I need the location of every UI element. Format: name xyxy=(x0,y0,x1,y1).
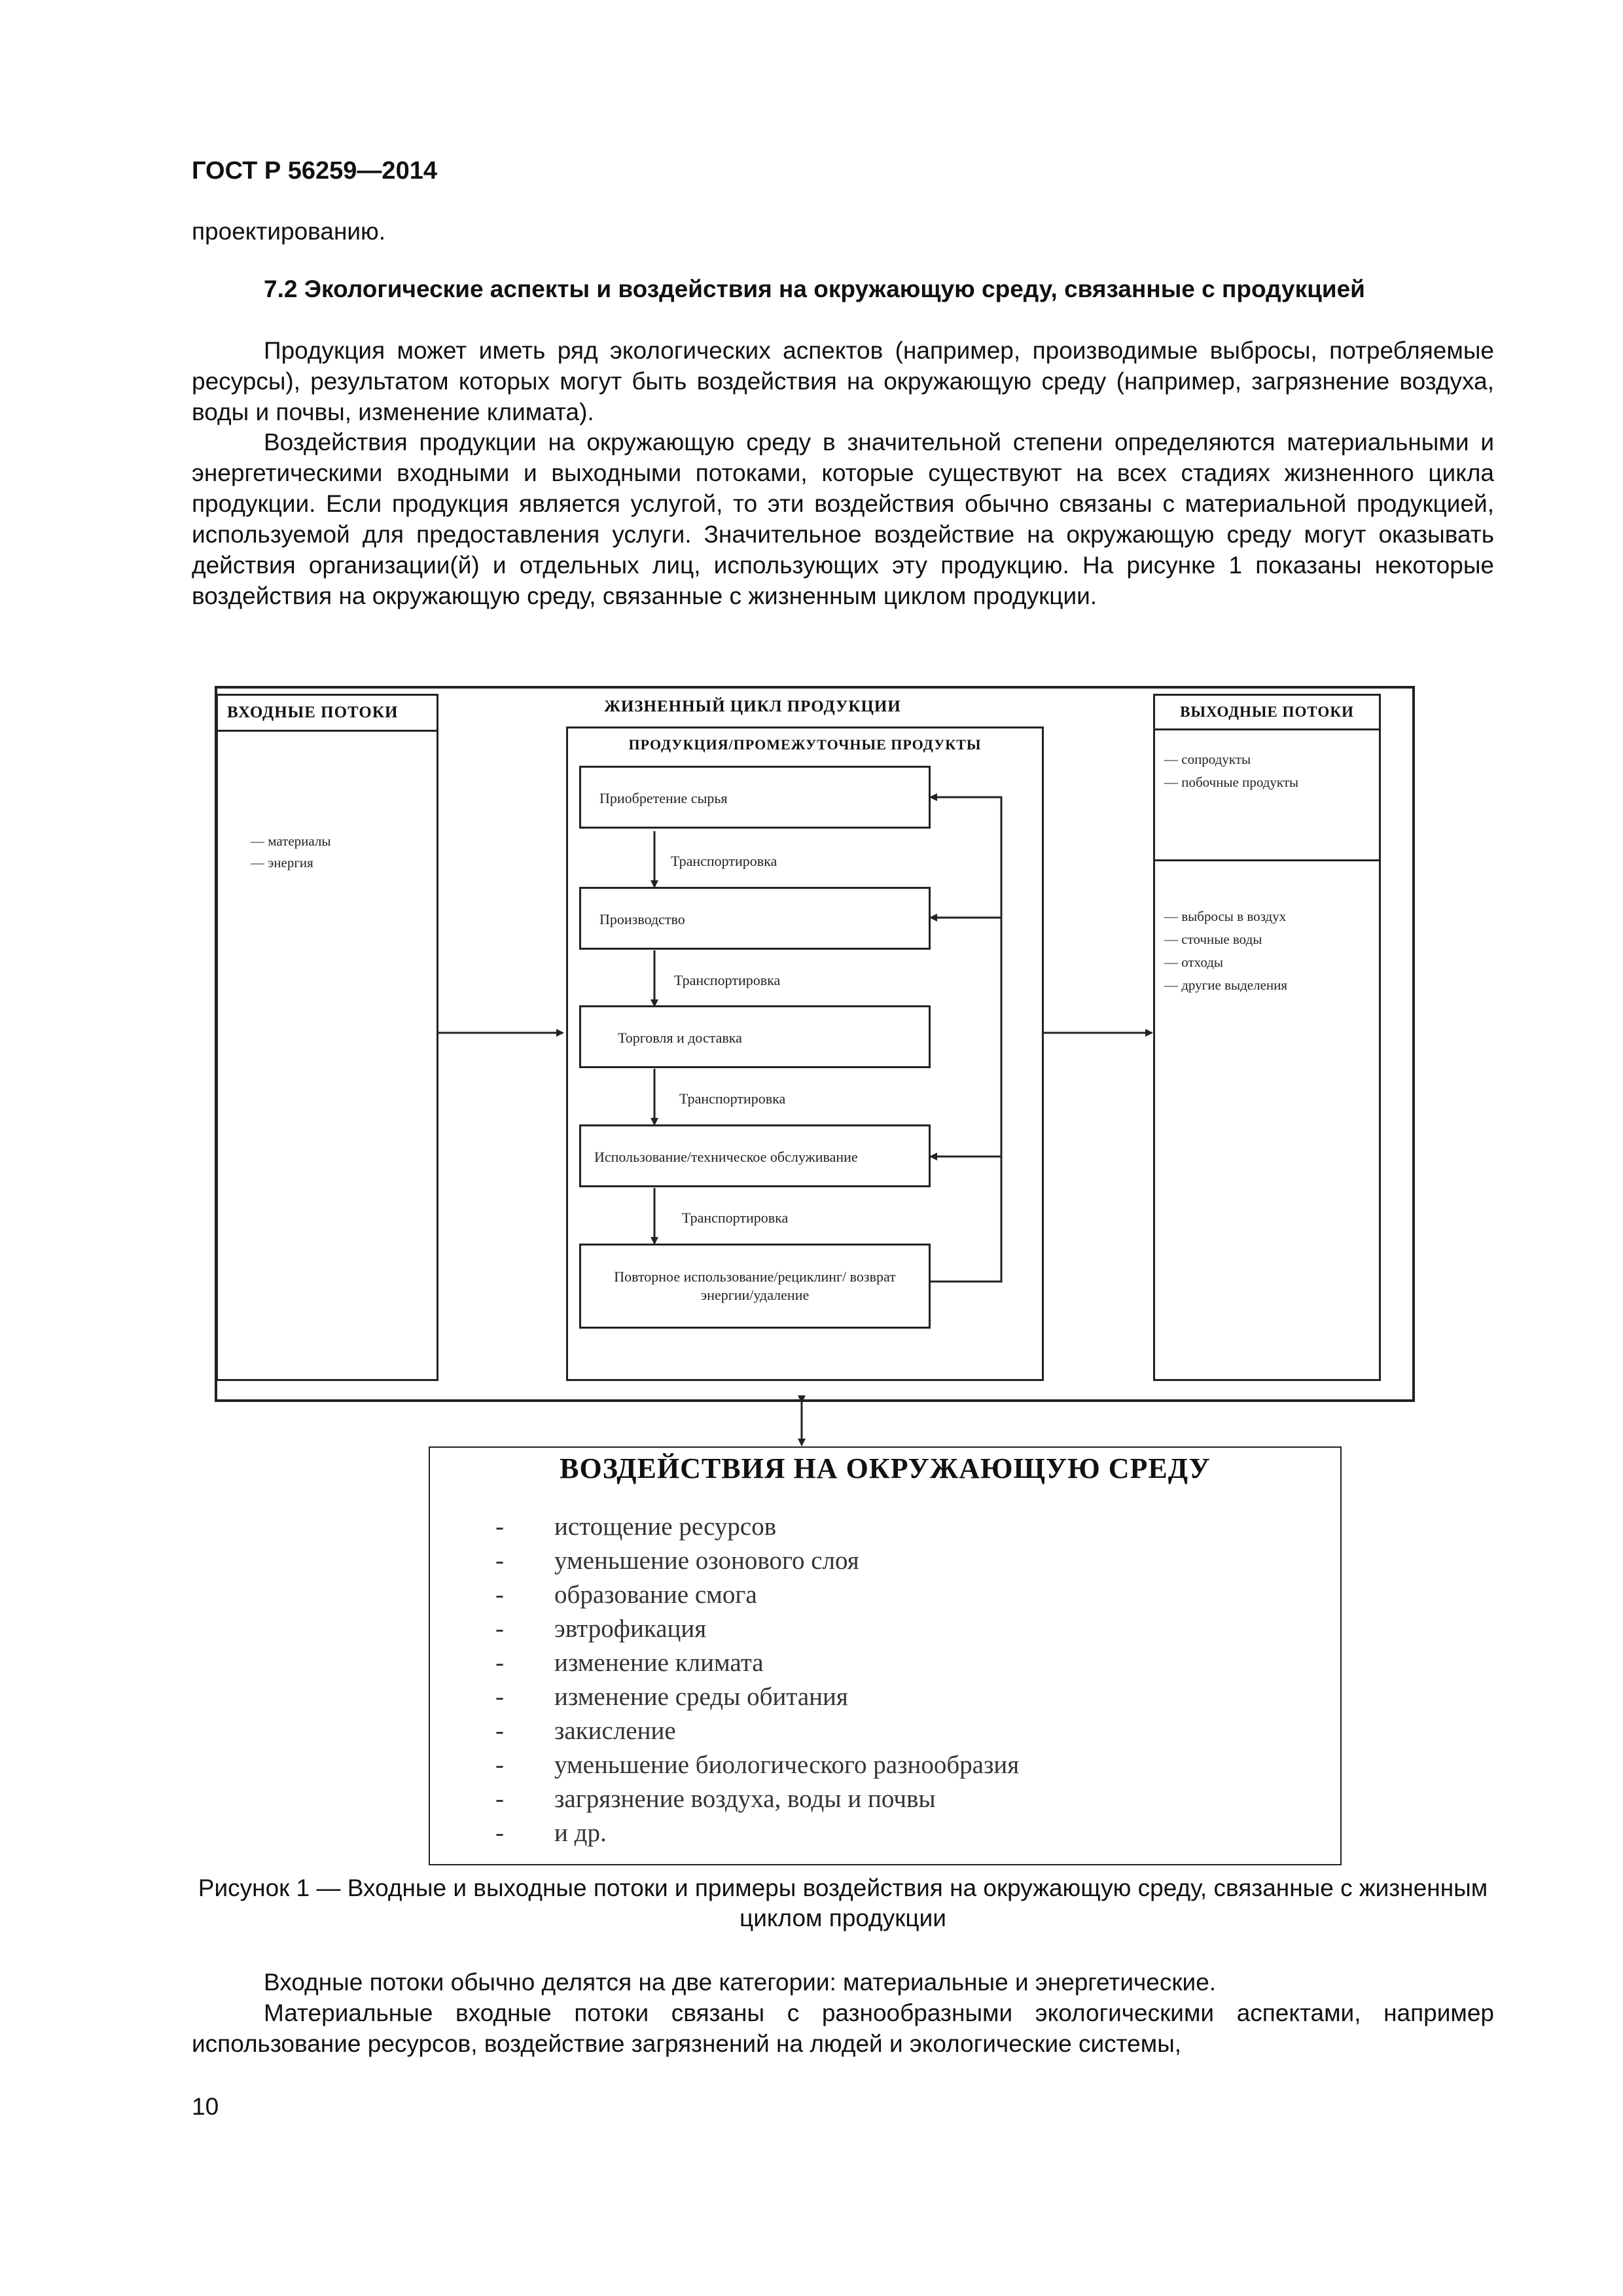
section-heading xyxy=(192,274,1494,304)
impact-item: - уменьшение озонового слоя xyxy=(495,1547,859,1575)
transport-label: Транспортировка xyxy=(682,1210,789,1226)
section-title: Экологические аспекты и воздействия на окружающую среду, связанные с продукцией xyxy=(304,276,1365,302)
impact-item: - эвтрофикация xyxy=(495,1615,707,1643)
output-flows-title: ВЫХОДНЫЕ ПОТОКИ xyxy=(1155,696,1379,730)
impact-item: - истощение ресурсов xyxy=(495,1513,777,1541)
output-item: — сточные воды xyxy=(1164,931,1262,947)
output-item: — выбросы в воздух xyxy=(1164,908,1287,924)
section-paragraph-2: Воздействия продукции на окружающую среду в значительной степени определяются материальными и энергетическими входными и выходными потоками, которые существуют на всех стадиях жизненного цикла продукции. Если продукция является услугой, то эти воздействия обычно связаны с материальной продукцией, используемой для предоставления услуги. Значительное воздействие на окружающую среду могут оказывать действия организации(й) и отдельных лиц, использующих эту продукцию. На рисунке 1 показаны некоторые воздействия на окружающую среду, связанные с жизненным циклом продукции. xyxy=(192,429,1494,609)
impact-item: - закисление xyxy=(495,1717,676,1745)
stage-box-trade-delivery: Торговля и доставка xyxy=(579,1005,931,1068)
stage-box-raw-materials: Приобретение сырья xyxy=(579,766,931,829)
impact-item: - уменьшение биологического разнообразия xyxy=(495,1751,1020,1779)
output-item: — другие выделения xyxy=(1164,977,1288,993)
impacts-title: ВОЗДЕЙСТВИЯ НА ОКРУЖАЮЩУЮ СРЕДУ xyxy=(560,1452,1211,1484)
output-divider xyxy=(1155,859,1379,861)
impact-item: - изменение среды обитания xyxy=(495,1683,848,1711)
output-flows-box xyxy=(1153,694,1381,1381)
lifecycle-title: ЖИЗНЕННЫЙ ЦИКЛ ПРОДУКЦИИ xyxy=(604,698,901,715)
impact-item: - загрязнение воздуха, воды и почвы xyxy=(495,1785,936,1813)
section-number: 7.2 xyxy=(264,276,298,302)
input-flows-title: ВХОДНЫЕ ПОТОКИ xyxy=(218,696,437,732)
after-paragraph-2: Материальные входные потоки связаны с разнообразными экологическими аспектами, например использование ресурсов, воздействие загрязнений на людей и экологические системы, xyxy=(192,2000,1494,2057)
output-item: — побочные продукты xyxy=(1164,774,1299,790)
impact-item: - и др. xyxy=(495,1819,607,1847)
transport-label: Транспортировка xyxy=(674,972,781,988)
stage-box-production: Производство xyxy=(579,887,931,950)
environmental-impacts-box xyxy=(429,1446,1342,1865)
impact-item: - образование смога xyxy=(495,1581,757,1609)
transport-label: Транспортировка xyxy=(671,853,777,869)
intro-line: проектированию. xyxy=(192,218,386,245)
output-item: — отходы xyxy=(1164,954,1224,970)
figure-caption: Рисунок 1 — Входные и выходные потоки и примеры воздействия на окружающую среду, связанные с жизненным циклом продукции xyxy=(198,1874,1488,1931)
output-item: — сопродукты xyxy=(1164,751,1251,767)
document-code: ГОСТ Р 56259—2014 xyxy=(192,157,437,185)
input-item: — энергия xyxy=(251,855,313,870)
transport-label: Транспортировка xyxy=(679,1090,786,1107)
lifecycle-inner-title: ПРОДУКЦИЯ/ПРОМЕЖУТОЧНЫЕ ПРОДУКТЫ xyxy=(628,736,982,753)
input-item: — материалы xyxy=(251,833,331,849)
stage-box-use-maintenance: Использование/техническое обслуживание xyxy=(579,1124,931,1187)
input-flows-box xyxy=(216,694,438,1381)
lifecycle-diagram xyxy=(196,674,1466,1878)
after-paragraph-1: Входные потоки обычно делятся на две категории: материальные и энергетические. xyxy=(264,1969,1217,1996)
section-paragraph-1: Продукция может иметь ряд экологических аспектов (например, производимые выбросы, потребляемые ресурсы), результатом которых могут быть воздействия на окружающую среду (например, загрязнение воздуха, воды и почвы, изменение климата). xyxy=(192,337,1494,425)
stage-box-end-of-life: Повторное использование/рециклинг/ возврат энергии/удаление xyxy=(579,1244,931,1329)
impact-item: - изменение климата xyxy=(495,1649,764,1677)
page-number: 10 xyxy=(192,2093,219,2120)
